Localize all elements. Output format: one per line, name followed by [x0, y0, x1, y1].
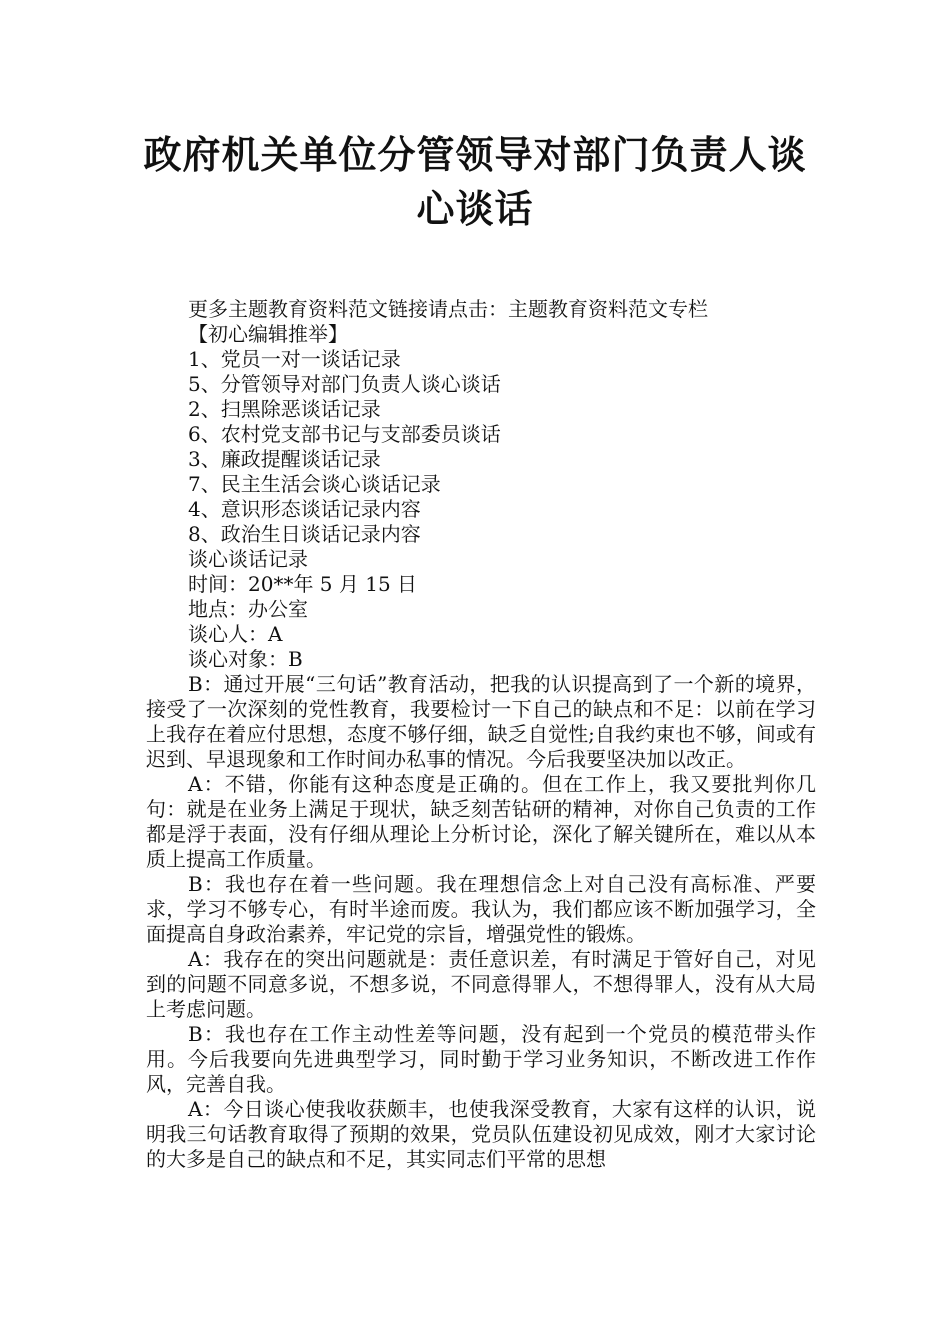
recommend-link-5[interactable]: 5、分管领导对部门负责人谈心谈话	[188, 372, 501, 396]
record-speaker: 谈心人：A	[188, 622, 283, 646]
document-title	[120, 128, 830, 236]
recommend-link-3[interactable]: 3、廉政提醒谈话记录	[188, 447, 381, 471]
recommend-link-6[interactable]: 6、农村党支部书记与支部委员谈话	[188, 422, 501, 446]
paragraph-a-2: A：我存在的突出问题就是：责任意识差，有时满足于管好自己，对见到的问题不同意多说，不想多说，不同意得罪人，不想得罪人，没有从大局上考虑问题。	[146, 947, 816, 1021]
recommend-link-1[interactable]: 1、党员一对一谈话记录	[188, 347, 401, 371]
promo-link-line[interactable]: 更多主题教育资料范文链接请点击：主题教育资料范文专栏	[188, 297, 708, 321]
title-line-1: 政府机关单位分管领导对部门负责人谈	[143, 133, 807, 177]
record-place: 地点：办公室	[188, 597, 308, 621]
recommend-link-8[interactable]: 8、政治生日谈话记录内容	[188, 522, 421, 546]
record-target: 谈心对象：B	[188, 647, 303, 671]
recommend-link-7[interactable]: 7、民主生活会谈心谈话记录	[188, 472, 441, 496]
paragraph-a-1: A：不错，你能有这种态度是正确的。但在工作上，我又要批判你几句：就是在业务上满足于现状，缺乏刻苦钻研的精神，对你自己负责的工作都是浮于表面，没有仔细从理论上分析讨论，深化了解关键所在，难以从本质上提高工作质量。	[146, 772, 816, 871]
recommend-heading: 【初心编辑推举】	[188, 322, 348, 346]
paragraph-b-1: B：通过开展“三句话”教育活动，把我的认识提高到了一个新的境界，接受了一次深刻的党性教育，我要检讨一下自己的缺点和不足：以前在学习上我存在着应付思想，态度不够仔细，缺乏自觉性;自我约束也不够，间或有迟到、早退现象和工作时间办私事的情况。今后我要坚决加以改正。	[146, 672, 816, 771]
record-heading: 谈心谈话记录	[188, 547, 308, 571]
record-time: 时间：20**年 5 月 15 日	[188, 572, 418, 596]
recommend-link-2[interactable]: 2、扫黑除恶谈话记录	[188, 397, 381, 421]
title-line-2: 心谈话	[416, 187, 534, 231]
paragraph-a-3: A：今日谈心使我收获颇丰，也使我深受教育，大家有这样的认识，说明我三句话教育取得了预期的效果，党员队伍建设初见成效，刚才大家讨论的大多是自己的缺点和不足，其实同志们平常的思想	[146, 1097, 816, 1171]
paragraph-b-2: B：我也存在着一些问题。我在理想信念上对自己没有高标准、严要求，学习不够专心，有时半途而废。我认为，我们都应该不断加强学习，全面提高自身政治素养，牢记党的宗旨，增强党性的锻炼。	[146, 872, 816, 946]
paragraph-b-3: B：我也存在工作主动性差等问题，没有起到一个党员的模范带头作用。今后我要向先进典型学习，同时勤于学习业务知识，不断改进工作作风，完善自我。	[146, 1022, 816, 1096]
dialogue-body	[146, 672, 816, 1172]
intro-block	[188, 297, 828, 672]
recommend-link-4[interactable]: 4、意识形态谈话记录内容	[188, 497, 421, 521]
